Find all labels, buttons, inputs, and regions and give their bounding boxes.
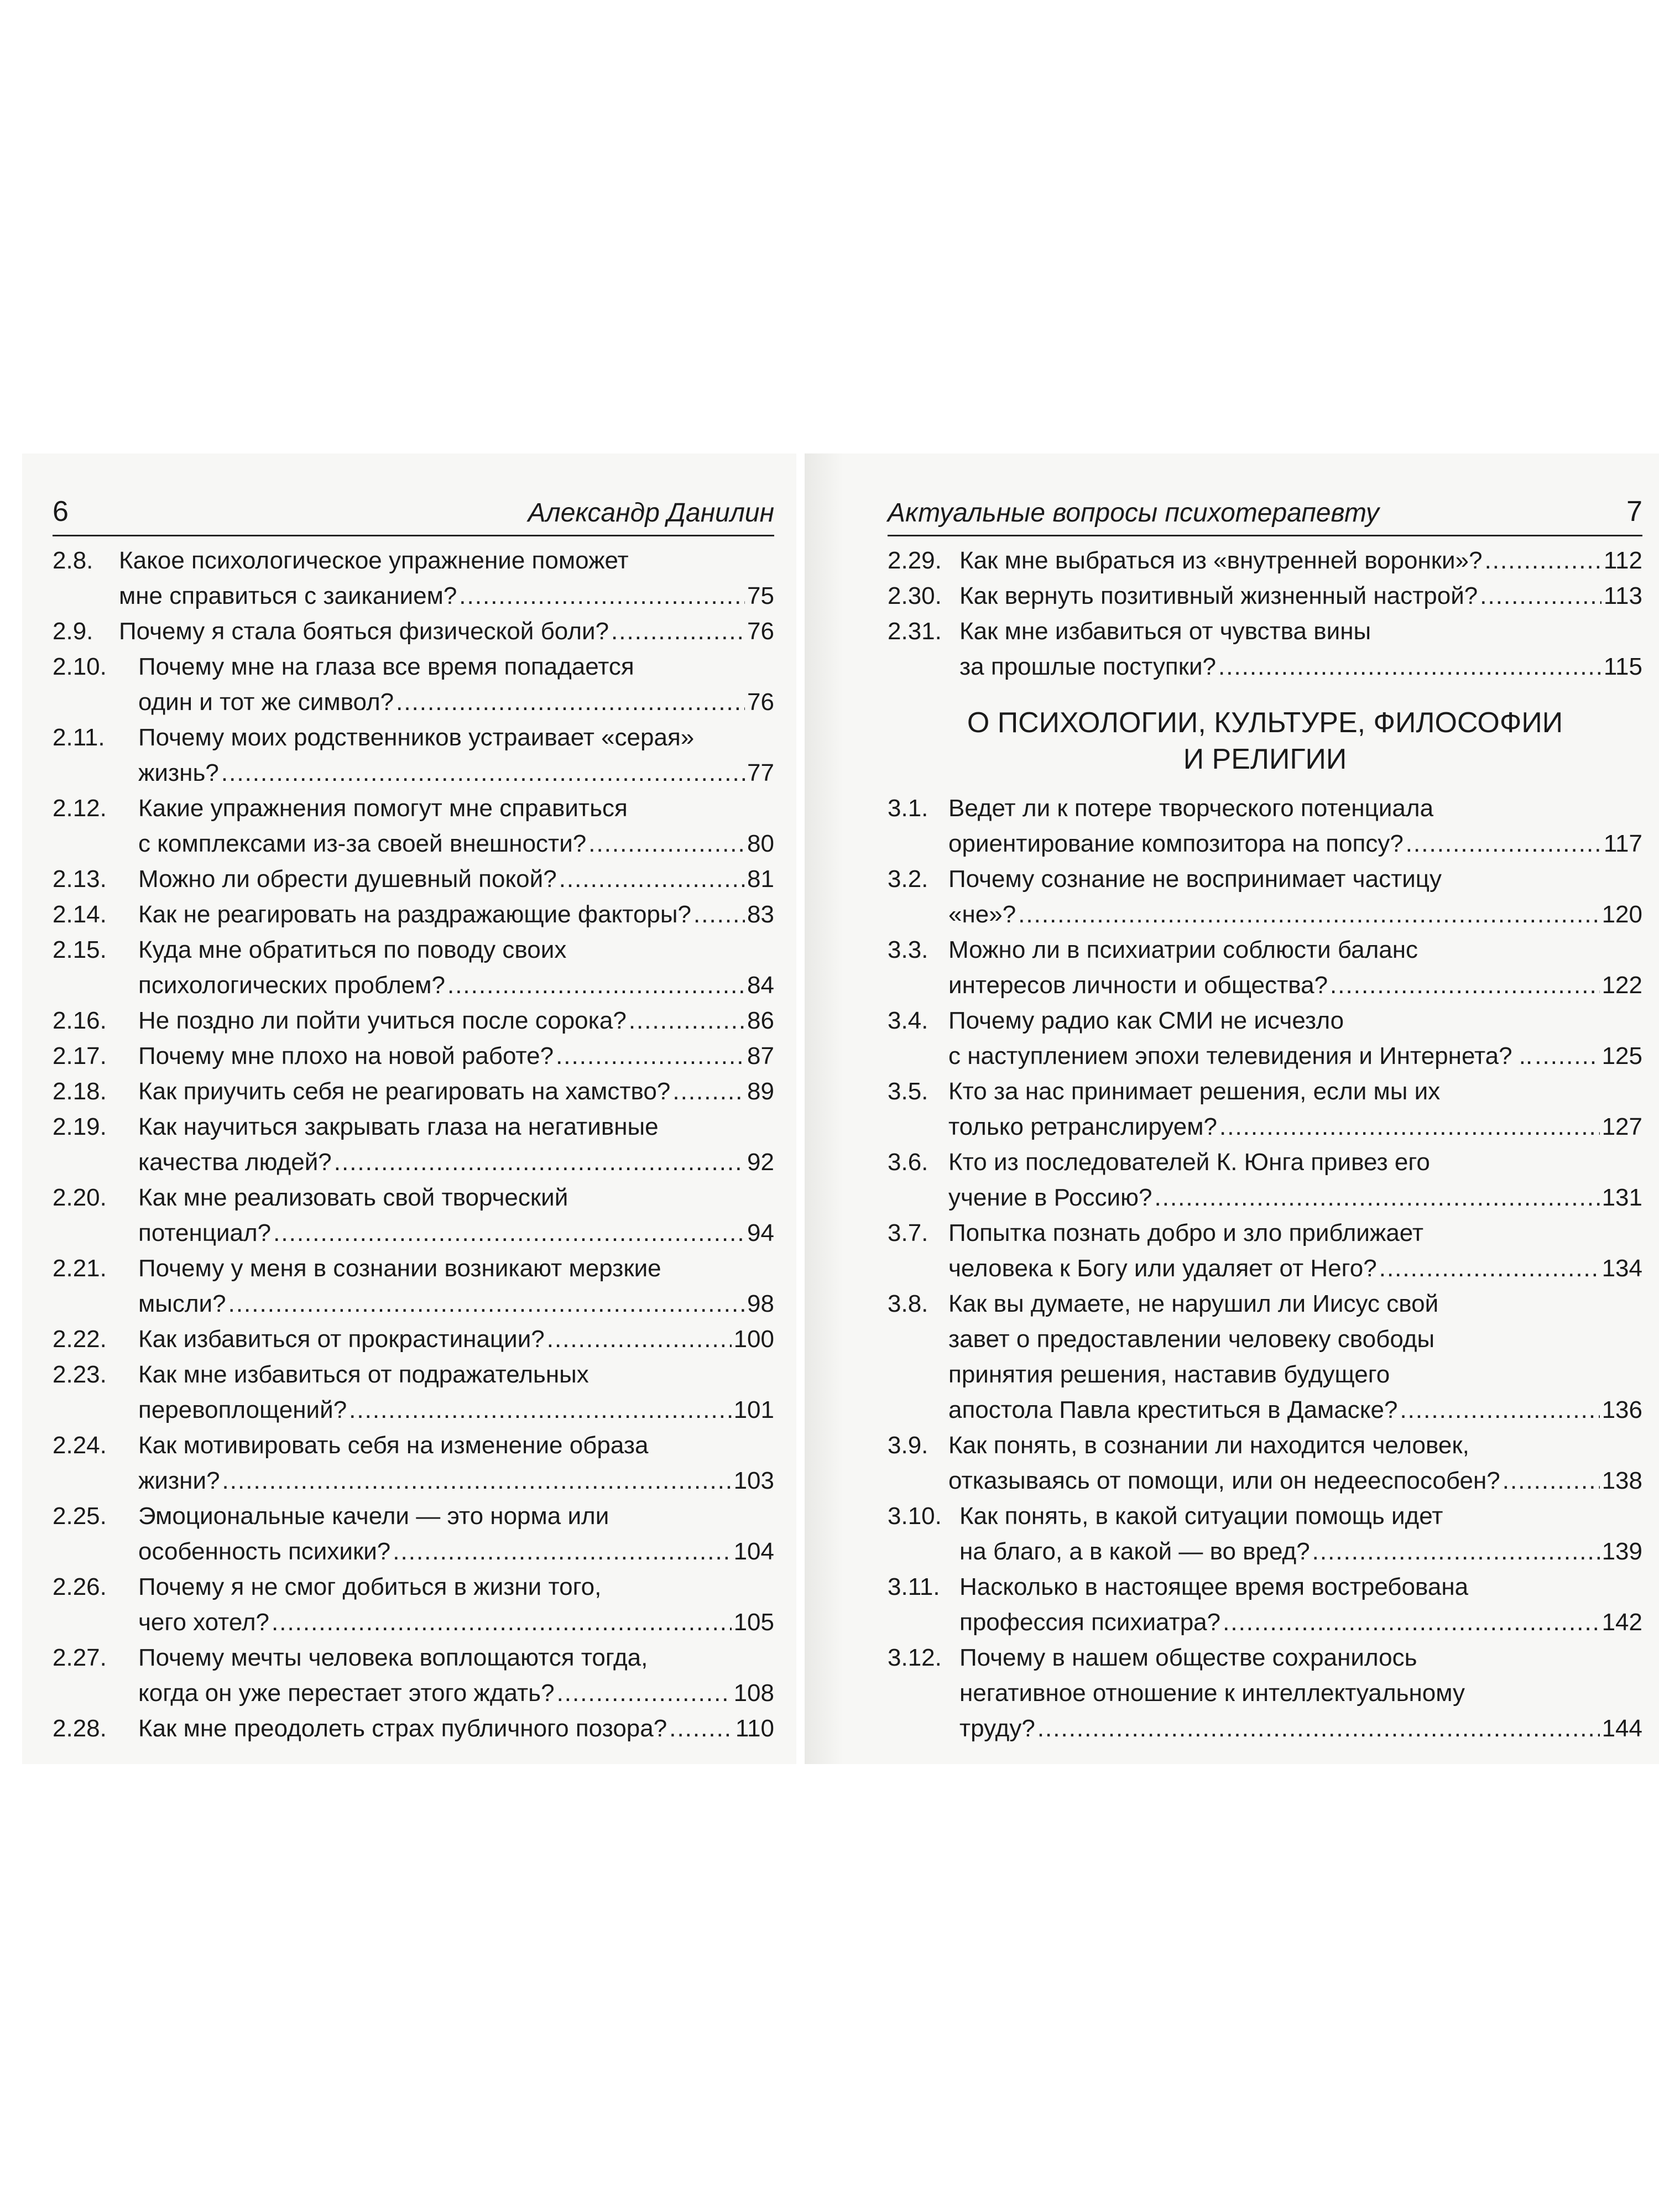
toc-entry	[53, 614, 774, 649]
toc-entry-line: Как научиться закрывать глаза на негативные	[138, 1113, 659, 1140]
toc-entry-line: чего хотел?	[138, 1609, 269, 1636]
toc-entry	[53, 1569, 774, 1640]
toc-entry-number: 2.13.	[53, 865, 107, 893]
toc-entry-line: мысли?	[138, 1290, 226, 1317]
toc-entry-line: негативное отношение к интеллектуальному	[959, 1679, 1465, 1707]
toc-entry-line: жизни?	[138, 1467, 220, 1494]
toc-entry	[888, 1640, 1642, 1746]
right-toc-top	[888, 543, 1642, 685]
right-running-title: Актуальные вопросы психотерапевту	[888, 498, 1379, 528]
toc-entry-line: труду?	[959, 1715, 1035, 1742]
toc-entry	[53, 1074, 774, 1109]
toc-entry-page: 139	[1601, 1538, 1642, 1565]
dot-leader	[547, 1322, 732, 1357]
toc-entry-line: с наступлением эпохи телевидения и Интернета? ..	[948, 1042, 1533, 1070]
toc-entry	[888, 1499, 1642, 1569]
toc-entry-number: 3.8.	[888, 1290, 928, 1317]
toc-entry-line: когда он уже перестает этого ждать?	[138, 1679, 555, 1707]
dot-leader	[1218, 649, 1601, 685]
toc-entry-number: 2.27.	[53, 1644, 107, 1671]
toc-entry	[888, 1145, 1642, 1215]
dot-leader	[559, 862, 745, 897]
dot-leader	[693, 897, 745, 932]
dot-leader	[1018, 897, 1599, 932]
toc-entry-line: Как мне реализовать свой творческий	[138, 1184, 568, 1211]
dot-leader	[1480, 578, 1601, 614]
toc-entry-number: 2.10.	[53, 653, 107, 680]
dot-leader	[556, 1039, 745, 1074]
toc-entry	[53, 1499, 774, 1569]
toc-entry	[888, 1286, 1642, 1428]
toc-entry-number: 2.24.	[53, 1432, 107, 1459]
toc-entry-line: «не»?	[948, 901, 1016, 928]
dot-leader	[1219, 1109, 1600, 1145]
dot-leader	[222, 1463, 732, 1499]
toc-entry-page: 138	[1601, 1467, 1642, 1494]
toc-entry-number: 2.29.	[888, 547, 942, 574]
toc-entry-number: 3.1.	[888, 795, 928, 822]
dot-leader	[396, 685, 745, 720]
toc-entry	[888, 862, 1642, 932]
toc-entry-line: принятия решения, наставив будущего	[948, 1361, 1390, 1388]
dot-leader	[588, 826, 745, 862]
toc-entry-number: 3.4.	[888, 1007, 928, 1034]
toc-entry-line: Куда мне обратиться по поводу своих	[138, 936, 567, 963]
toc-entry-line: качества людей?	[138, 1149, 332, 1176]
toc-entry-number: 2.9.	[53, 618, 93, 645]
toc-entry-line: человека к Богу или удаляет от Него?	[948, 1255, 1377, 1282]
toc-entry	[53, 1109, 774, 1180]
toc-entry-page: 103	[733, 1467, 774, 1494]
toc-entry-line: Как мне преодолеть страх публичного позора?	[138, 1715, 667, 1742]
toc-entry-line: Почему у меня в сознании возникают мерзкие	[138, 1255, 661, 1282]
toc-entry-line: мне справиться с заиканием?	[119, 582, 457, 609]
left-running-head	[53, 453, 774, 536]
toc-entry	[53, 543, 774, 614]
toc-entry-line: Как вернуть позитивный жизненный настрой?	[959, 582, 1478, 609]
toc-entry	[888, 543, 1642, 578]
toc-entry-page: 104	[733, 1538, 774, 1565]
toc-entry-line: Почему в нашем обществе сохранилось	[959, 1644, 1417, 1671]
toc-entry-line: Как вы думаете, не нарушил ли Иисус свой	[948, 1290, 1439, 1317]
toc-entry	[53, 720, 774, 791]
toc-entry-line: Почему мечты человека воплощаются тогда,	[138, 1644, 648, 1671]
toc-entry-page: 94	[747, 1219, 774, 1246]
section-heading-line: И РЕЛИГИИ	[1183, 743, 1347, 775]
dot-leader	[1155, 1180, 1600, 1215]
toc-entry-number: 2.16.	[53, 1007, 107, 1034]
toc-entry-page: 112	[1603, 547, 1642, 574]
toc-entry	[53, 897, 774, 932]
toc-entry	[888, 1003, 1642, 1074]
right-running-head	[888, 453, 1642, 536]
toc-entry	[888, 1074, 1642, 1145]
toc-entry-number: 2.25.	[53, 1503, 107, 1530]
toc-entry-page: 131	[1601, 1184, 1642, 1211]
dot-leader	[557, 1676, 732, 1711]
toc-entry-number: 2.17.	[53, 1042, 107, 1070]
toc-entry-page: 134	[1601, 1255, 1642, 1282]
toc-entry-line: Какие упражнения помогут мне справиться	[138, 795, 628, 822]
toc-entry-number: 2.21.	[53, 1255, 107, 1282]
dot-leader	[273, 1215, 745, 1251]
toc-entry-number: 3.9.	[888, 1432, 928, 1459]
toc-entry-number: 3.7.	[888, 1219, 928, 1246]
toc-entry-line: Как мне избавиться от чувства вины	[959, 618, 1371, 645]
toc-entry-line: один и тот же символ?	[138, 688, 394, 716]
dot-leader	[1406, 826, 1601, 862]
toc-entry-number: 3.6.	[888, 1149, 928, 1176]
toc-entry	[888, 1428, 1642, 1499]
toc-entry-line: учение в Россию?	[948, 1184, 1152, 1211]
toc-entry-page: 83	[747, 901, 774, 928]
toc-entry-line: Как понять, в какой ситуации помощь идет	[959, 1503, 1443, 1530]
toc-entry	[53, 1039, 774, 1074]
toc-entry	[888, 578, 1642, 614]
toc-entry-line: профессия психиатра?	[959, 1609, 1221, 1636]
toc-entry-number: 3.12.	[888, 1644, 942, 1671]
dot-leader	[1485, 543, 1601, 578]
toc-entry-number: 2.15.	[53, 936, 107, 963]
toc-entry	[53, 791, 774, 862]
toc-entry-line: Почему радио как СМИ не исчезло	[948, 1007, 1344, 1034]
dot-leader	[1400, 1392, 1599, 1428]
toc-entry-line: Как приучить себя не реагировать на хамство?	[138, 1078, 671, 1105]
toc-entry	[53, 1711, 774, 1746]
dot-leader	[334, 1145, 745, 1180]
dot-leader	[228, 1286, 745, 1322]
toc-entry-line: Можно ли обрести душевный покой?	[138, 865, 557, 893]
dot-leader	[272, 1605, 732, 1640]
toc-entry-line: на благо, а в какой — во вред?	[959, 1538, 1310, 1565]
toc-entry-line: Попытка познать добро и зло приближает	[948, 1219, 1423, 1246]
toc-entry-number: 2.11.	[53, 724, 105, 751]
toc-entry-line: Как понять, в сознании ли находится человек,	[948, 1432, 1469, 1459]
toc-entry	[888, 1569, 1642, 1640]
left-page	[22, 453, 796, 1764]
toc-entry-line: жизнь?	[138, 759, 219, 786]
toc-entry-line: Кто за нас принимает решения, если мы их	[948, 1078, 1441, 1105]
dot-leader	[629, 1003, 745, 1039]
toc-entry-page: 81	[747, 865, 774, 893]
toc-entry-line: Эмоциональные качели — это норма или	[138, 1503, 609, 1530]
toc-entry-line: Почему я не смог добиться в жизни того,	[138, 1573, 602, 1600]
toc-entry	[888, 932, 1642, 1003]
toc-entry-page: 77	[747, 759, 774, 786]
toc-entry-number: 2.19.	[53, 1113, 107, 1140]
toc-entry	[53, 1640, 774, 1711]
toc-entry-line: Как мне выбраться из «внутренней воронки»?	[959, 547, 1483, 574]
toc-entry-line: интересов личности и общества?	[948, 972, 1328, 999]
dot-leader	[447, 968, 745, 1003]
toc-entry-number: 3.3.	[888, 936, 928, 963]
section-heading-line: О ПСИХОЛОГИИ, КУЛЬТУРЕ, ФИЛОСОФИИ	[967, 707, 1563, 739]
toc-entry-line: ориентирование композитора на попсу?	[948, 830, 1404, 857]
toc-entry-line: Как мне избавиться от подражательных	[138, 1361, 589, 1388]
toc-entry	[888, 791, 1642, 862]
toc-entry-page: 127	[1601, 1113, 1642, 1140]
toc-entry-line: Почему мне плохо на новой работе?	[138, 1042, 554, 1070]
toc-entry-line: Почему я стала бояться физической боли?	[119, 618, 609, 645]
toc-entry-page: 108	[733, 1679, 774, 1707]
toc-entry	[53, 862, 774, 897]
toc-entry-line: психологических проблем?	[138, 972, 445, 999]
toc-entry	[53, 1322, 774, 1357]
toc-entry-number: 2.23.	[53, 1361, 107, 1388]
toc-entry	[53, 1003, 774, 1039]
toc-entry-page: 84	[747, 972, 774, 999]
dot-leader	[1503, 1463, 1600, 1499]
right-page-number: 7	[1626, 495, 1642, 528]
toc-entry-page: 115	[1603, 653, 1642, 680]
dot-leader	[1379, 1251, 1600, 1286]
toc-entry-number: 2.14.	[53, 901, 107, 928]
dot-leader	[221, 755, 745, 791]
toc-entry-line: с комплексами из-за своей внешности?	[138, 830, 587, 857]
toc-entry	[888, 614, 1642, 685]
toc-entry-number: 2.12.	[53, 795, 107, 822]
dot-leader	[393, 1534, 731, 1569]
toc-entry-page: 122	[1601, 972, 1642, 999]
toc-entry	[53, 1428, 774, 1499]
toc-entry-page: 142	[1601, 1609, 1642, 1636]
right-page	[805, 453, 1659, 1764]
dot-leader	[349, 1392, 731, 1428]
dot-leader	[1312, 1534, 1600, 1569]
toc-entry-page: 125	[1601, 1042, 1642, 1070]
toc-entry-number: 2.28.	[53, 1715, 107, 1742]
toc-entry-number: 2.22.	[53, 1326, 107, 1353]
toc-entry-line: Как мотивировать себя на изменение образа	[138, 1432, 649, 1459]
toc-entry-page: 144	[1601, 1715, 1642, 1742]
right-toc-section	[888, 791, 1642, 1746]
toc-entry-line: Кто из последователей К. Юнга привез его	[948, 1149, 1430, 1176]
toc-entry-line: Почему сознание не воспринимает частицу	[948, 865, 1442, 893]
toc-entry-line: Как не реагировать на раздражающие факторы?	[138, 901, 691, 928]
toc-entry-line: за прошлые поступки?	[959, 653, 1216, 680]
left-running-title: Александр Данилин	[528, 498, 774, 528]
toc-entry-page: 75	[747, 582, 774, 609]
dot-leader	[1535, 1039, 1599, 1074]
toc-entry-page: 100	[733, 1326, 774, 1353]
toc-entry-page: 101	[733, 1396, 774, 1423]
toc-entry-line: завет о предоставлении человеку свободы	[948, 1326, 1435, 1353]
toc-entry-line: особенность психики?	[138, 1538, 391, 1565]
toc-entry-page: 98	[747, 1290, 774, 1317]
dot-leader	[1330, 968, 1600, 1003]
toc-entry-line: Ведет ли к потере творческого потенциала	[948, 795, 1434, 822]
toc-entry-page: 92	[747, 1149, 774, 1176]
toc-entry-line: Можно ли в психиатрии соблюсти баланс	[948, 936, 1418, 963]
toc-entry-line: Как избавиться от прокрастинации?	[138, 1326, 545, 1353]
toc-entry-number: 2.8.	[53, 547, 93, 574]
toc-entry	[888, 1215, 1642, 1286]
toc-entry	[53, 1251, 774, 1322]
toc-entry-line: перевоплощений?	[138, 1396, 347, 1423]
toc-entry-number: 2.31.	[888, 618, 942, 645]
toc-entry-line: отказываясь от помощи, или он недееспособен?	[948, 1467, 1500, 1494]
toc-entry-page: 76	[747, 618, 774, 645]
dot-leader	[669, 1711, 733, 1746]
left-toc	[53, 543, 774, 1746]
toc-entry-page: 87	[747, 1042, 774, 1070]
toc-entry-line: Почему мне на глаза все время попадается	[138, 653, 634, 680]
dot-leader	[1223, 1605, 1599, 1640]
left-page-number: 6	[53, 495, 69, 528]
toc-entry-page: 113	[1603, 582, 1642, 609]
toc-entry	[53, 649, 774, 720]
dot-leader	[672, 1074, 745, 1109]
toc-entry	[53, 1180, 774, 1251]
section-heading	[888, 705, 1642, 778]
toc-entry-page: 80	[747, 830, 774, 857]
toc-entry-page: 105	[733, 1609, 774, 1636]
toc-entry-page: 120	[1601, 901, 1642, 928]
toc-entry-page: 110	[735, 1715, 774, 1742]
toc-entry-number: 3.2.	[888, 865, 928, 893]
toc-entry-line: апостола Павла креститься в Дамаске?	[948, 1396, 1398, 1423]
toc-entry-number: 2.18.	[53, 1078, 107, 1105]
toc-entry-page: 86	[747, 1007, 774, 1034]
toc-entry-line: Насколько в настоящее время востребована	[959, 1573, 1469, 1600]
toc-entry-line: Почему моих родственников устраивает «серая»	[138, 724, 695, 751]
toc-entry	[53, 1357, 774, 1428]
toc-entry-number: 2.26.	[53, 1573, 107, 1600]
dot-leader	[611, 614, 745, 649]
toc-entry-page: 136	[1601, 1396, 1642, 1423]
toc-entry-line: Не поздно ли пойти учиться после сорока?	[138, 1007, 627, 1034]
toc-entry-page: 89	[747, 1078, 774, 1105]
toc-entry-number: 2.20.	[53, 1184, 107, 1211]
toc-entry-line: потенциал?	[138, 1219, 272, 1246]
toc-entry-line: только ретранслируем?	[948, 1113, 1217, 1140]
toc-entry-number: 2.30.	[888, 582, 942, 609]
toc-entry-page: 76	[747, 688, 774, 716]
dot-leader	[1037, 1711, 1600, 1746]
toc-entry-page: 117	[1603, 830, 1642, 857]
toc-entry-number: 3.11.	[888, 1573, 940, 1600]
toc-entry-line: Какое психологическое упражнение поможет	[119, 547, 629, 574]
toc-entry-number: 3.10.	[888, 1503, 942, 1530]
toc-entry-number: 3.5.	[888, 1078, 928, 1105]
toc-entry	[53, 932, 774, 1003]
dot-leader	[459, 578, 745, 614]
